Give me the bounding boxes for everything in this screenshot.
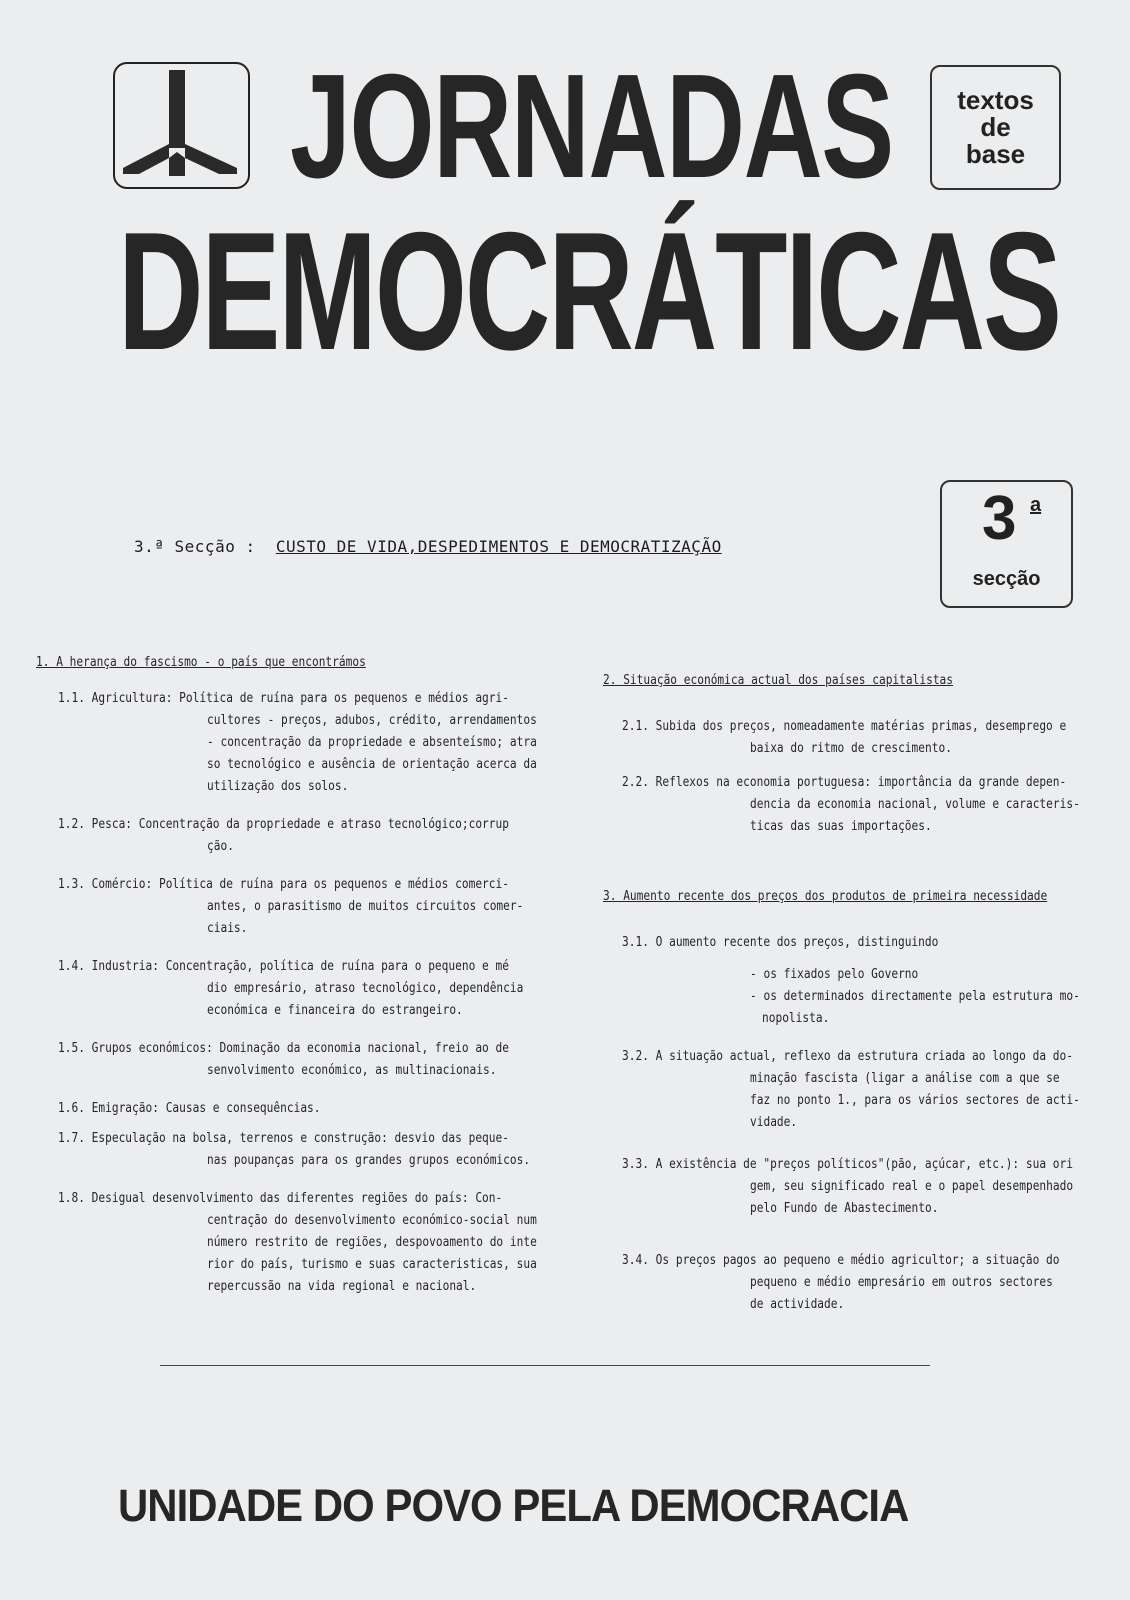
left-line: 1.6. Emigração: Causas e consequências. [58,1101,321,1116]
right-line: 3.3. A existência de "preços políticos"(pão, açúcar, etc.): sua ori [622,1157,1073,1172]
left-line: 1.8. Desigual desenvolvimento das diferentes regiões do país: Con- [58,1191,503,1206]
left-line: ciais. [207,921,248,936]
logo-emblem-icon [115,64,248,187]
right-line: vidade. [750,1115,798,1130]
logo [113,62,250,189]
section-ordinal: a [1030,494,1042,516]
right-line: dencia da economia nacional, volume e caracteris- [750,797,1080,812]
right-line: ticas das suas importações. [750,819,932,834]
left-line: centração do desenvolvimento económico-social num [207,1213,537,1228]
section-word: secção [972,568,1041,590]
right-line: gem, seu significado real e o papel desempenhado [750,1179,1074,1194]
right-line: 2.1. Subida dos preços, nomeadamente matérias primas, desemprego e [622,719,1067,734]
section-prefix: 3.ª Secção : [134,537,256,556]
horizontal-rule [160,1365,930,1366]
right-line: - os determinados directamente pela estrutura mo- [750,989,1080,1004]
left-line: 1.2. Pesca: Concentração da propriedade e atraso tecnológico;corrup [58,817,509,832]
right-line: pelo Fundo de Abastecimento. [750,1201,939,1216]
left-line: 1.3. Comércio: Política de ruína para os pequenos e médios comerci- [58,877,509,892]
badge-line-1: textos [957,85,1034,115]
left-line: 1.4. Industria: Concentração, política de ruína para o pequeno e mé [58,959,509,974]
left-heading: 1. A herança do fascismo - o país que encontrámos [36,655,366,670]
section-heading [134,537,722,556]
section-number: 3 [982,484,1017,553]
left-line: cultores - preços, adubos, crédito, arrendamentos [207,713,537,728]
section-title: CUSTO DE VIDA,DESPEDIMENTOS E DEMOCRATIZAÇÃO [275,537,722,556]
textos-de-base-badge [930,65,1061,190]
left-line: dio empresário, atraso tecnológico, dependência [207,981,524,996]
left-line: 1.1. Agricultura: Política de ruína para os pequenos e médios agri- [58,691,509,706]
title-democraticas: DEMOCRÁTICAS [118,197,1060,385]
badge-line-3: base [965,139,1026,169]
left-line: 1.7. Especulação na bolsa, terrenos e construção: desvio das peque- [58,1131,509,1146]
left-line: rior do país, turismo e suas caracteristicas, sua [207,1257,537,1272]
left-line: ção. [207,839,234,854]
right-line: baixa do ritmo de crescimento. [750,741,952,756]
right-line: 3.1. O aumento recente dos preços, distinguindo [622,935,939,950]
right-line: faz no ponto 1., para os vários sectores de acti- [750,1093,1080,1108]
left-line: utilização dos solos. [207,779,349,794]
badge-line-2: de [980,112,1011,142]
right-line: 3.4. Os preços pagos ao pequeno e médio agricultor; a situação do [622,1253,1060,1268]
left-line: senvolvimento económico, as multinacionais. [207,1063,497,1078]
left-line: económica e financeira do estrangeiro. [207,1003,463,1018]
right-line: de actividade. [750,1297,845,1312]
right-line: - os fixados pelo Governo [750,967,919,982]
right-line: 2.2. Reflexos na economia portuguesa: importância da grande depen- [622,775,1067,790]
left-line: número restrito de regiões, despovoamento do inte [207,1235,537,1250]
left-line: repercussão na vida regional e nacional. [207,1279,477,1294]
right-line: pequeno e médio empresário em outros sectores [750,1275,1053,1290]
left-line: so tecnológico e ausência de orientação acerca da [207,757,537,772]
right-line: 3.2. A situação actual, reflexo da estrutura criada ao longo da do- [622,1049,1073,1064]
title-jornadas: JORNADAS [290,44,893,209]
footer-slogan: UNIDADE DO POVO PELA DEMOCRACIA [118,1480,909,1531]
right-heading-2: 2. Situação económica actual dos países capitalistas [603,673,954,688]
right-heading-3: 3. Aumento recente dos preços dos produtos de primeira necessidade [603,889,1048,904]
right-line: nopolista. [762,1011,830,1026]
left-line: nas poupanças para os grandes grupos económicos. [207,1153,531,1168]
section-badge [940,480,1073,608]
left-line: - concentração da propriedade e absenteísmo; atra [207,735,537,750]
left-line: antes, o parasitismo de muitos circuitos comer- [207,899,524,914]
right-line: minação fascista (ligar a análise com a que se [750,1071,1060,1086]
left-line: 1.5. Grupos económicos: Dominação da economia nacional, freio ao de [58,1041,509,1056]
